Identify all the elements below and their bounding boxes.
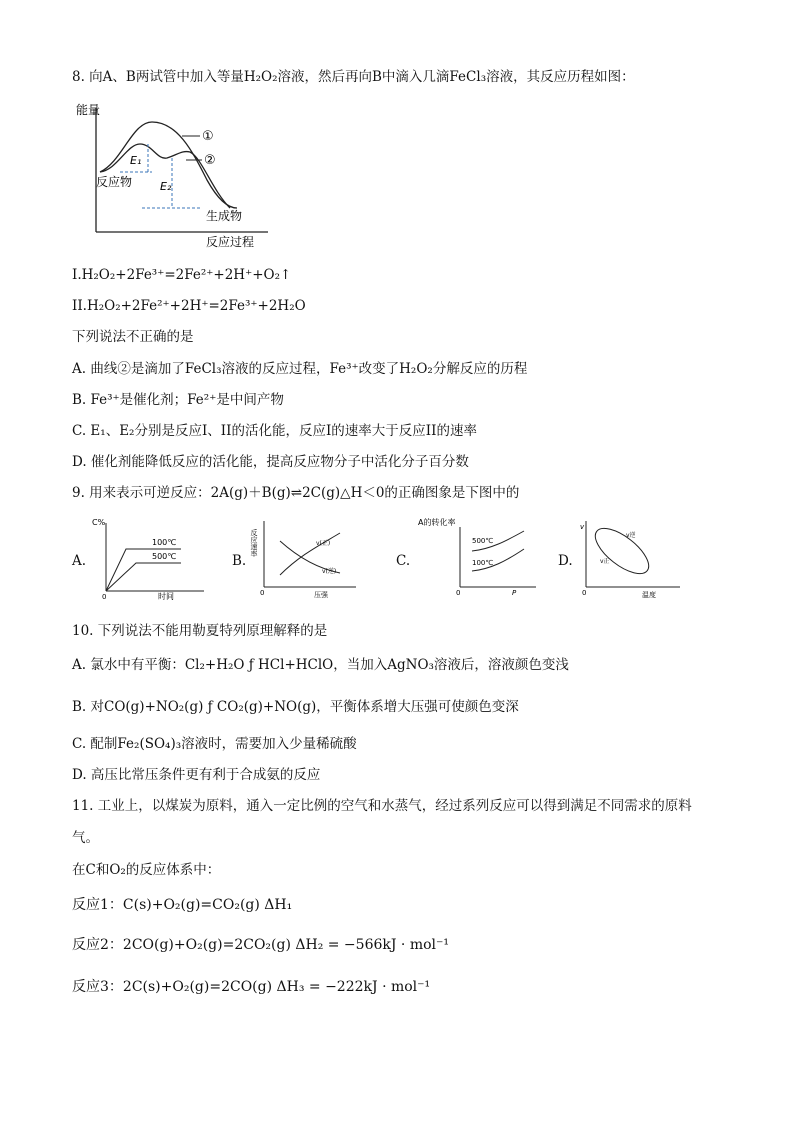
figb-c1: v(正) [316,540,331,547]
figd-c1: v逆 [626,532,636,539]
q8-stem: 8. 向A、B两试管中加入等量H₂O₂溶液，然后再向B中滴入几滴FeCl₃溶液，其反应历程如图： [72,69,635,85]
q11-context: 在C和O₂的反应体系中： [72,862,221,878]
figd-ylabel: v [580,523,585,531]
figb-ylabel: 反应速率 [250,529,258,557]
q8-eq2: II.H₂O₂+2Fe²⁺+2H⁺=2Fe³⁺+2H₂O [72,298,306,314]
q8-eq1: I.H₂O₂+2Fe³⁺=2Fe²⁺+2H⁺+O₂↑ [72,267,292,283]
q8-option-b: B. Fe³⁺是催化剂；Fe²⁺是中间产物 [72,392,284,408]
q10-stem: 10. 下列说法不能用勒夏特列原理解释的是 [72,623,328,639]
q11-reaction-1: 反应1：C(s)+O₂(g)=CO₂(g) ΔH₁ [72,897,293,913]
figc-origin: 0 [456,589,461,597]
q9-stem: 9. 用来表示可逆反应：2A(g)＋B(g)⇌2C(g)△H＜0的正确图象是下图中的 [72,485,520,501]
figd-xlabel: 温度 [642,591,656,599]
q9-letter-d: D. [558,553,573,569]
e2-label: E₂ [160,180,172,193]
q8-option-c: C. E₁、E₂分别是反应I、II的活化能，反应I的速率大于反应II的速率 [72,423,477,439]
curve-1 [100,122,237,208]
figc-t2: 100℃ [472,559,494,567]
figb-origin: 0 [260,589,265,597]
q11-reaction-3: 反应3：2C(s)+O₂(g)=2CO(g) ΔH₃ = −222kJ · mol⁻¹ [72,979,431,995]
q10-option-d: D. 高压比常压条件更有利于合成氨的反应 [72,767,321,783]
q9-figure-d [576,515,686,601]
q11-stem-line2: 气。 [72,830,99,846]
q10-option-b: B. 对CO(g)+NO₂(g) ƒ CO₂(g)+NO(g)，平衡体系增大压强可使颜色变深 [72,699,519,715]
q11-stem-line1: 11. 工业上，以煤炭为原料，通入一定比例的空气和水蒸气，经过系列反应可以得到满足不同需求的原料 [72,798,692,814]
curve-2-label: ② [204,153,216,168]
figc-ylabel: A的转化率 [418,518,456,527]
e1-label: E₁ [130,154,142,167]
q10-option-c: C. 配制Fe₂(SO₄)₃溶液时，需要加入少量稀硫酸 [72,736,357,752]
q9-figure-a [86,515,206,601]
curve-1-label: ① [202,129,214,144]
q8-energy-diagram [72,100,272,250]
figb-c2: v(逆) [322,568,337,575]
x-axis-label: 反应过程 [206,235,255,249]
q9-figure-c [416,515,536,601]
figd-ellipse [588,520,656,581]
q9-letter-b: B. [232,553,247,569]
q9-figure-b [250,515,360,601]
q8-ask: 下列说法不正确的是 [72,329,194,345]
figd-c2: v正 [600,558,610,565]
q8-option-d: D. 催化剂能降低反应的活化能，提高反应物分子中活化分子百分数 [72,454,469,470]
q9-letter-a: A. [72,553,87,569]
q8-y-label-1: 能量 [76,103,101,117]
figa-t2: 500℃ [152,552,177,561]
figd-origin: 0 [582,589,587,597]
q10-option-a: A. 氯水中有平衡：Cl₂+H₂O ƒ HCl+HClO，当加入AgNO₃溶液后，溶液颜色变浅 [72,657,569,673]
figa-t1: 100℃ [152,538,177,547]
figc-xlabel: P [512,589,517,597]
figa-ylabel: C% [92,518,106,527]
figb-xlabel: 压强 [314,591,328,599]
product-label: 生成物 [206,209,243,223]
reactant-label: 反应物 [96,175,133,189]
q8-option-a: A. 曲线②是滴加了FeCl₃溶液的反应过程，Fe³⁺改变了H₂O₂分解反应的历程 [72,361,528,377]
figc-t1: 500℃ [472,537,494,545]
figa-xlabel: 时间 [158,592,174,601]
q11-reaction-2: 反应2：2CO(g)+O₂(g)=2CO₂(g) ΔH₂ = −566kJ · mol⁻¹ [72,937,450,953]
figa-origin: 0 [102,593,107,601]
q9-letter-c: C. [396,553,411,569]
